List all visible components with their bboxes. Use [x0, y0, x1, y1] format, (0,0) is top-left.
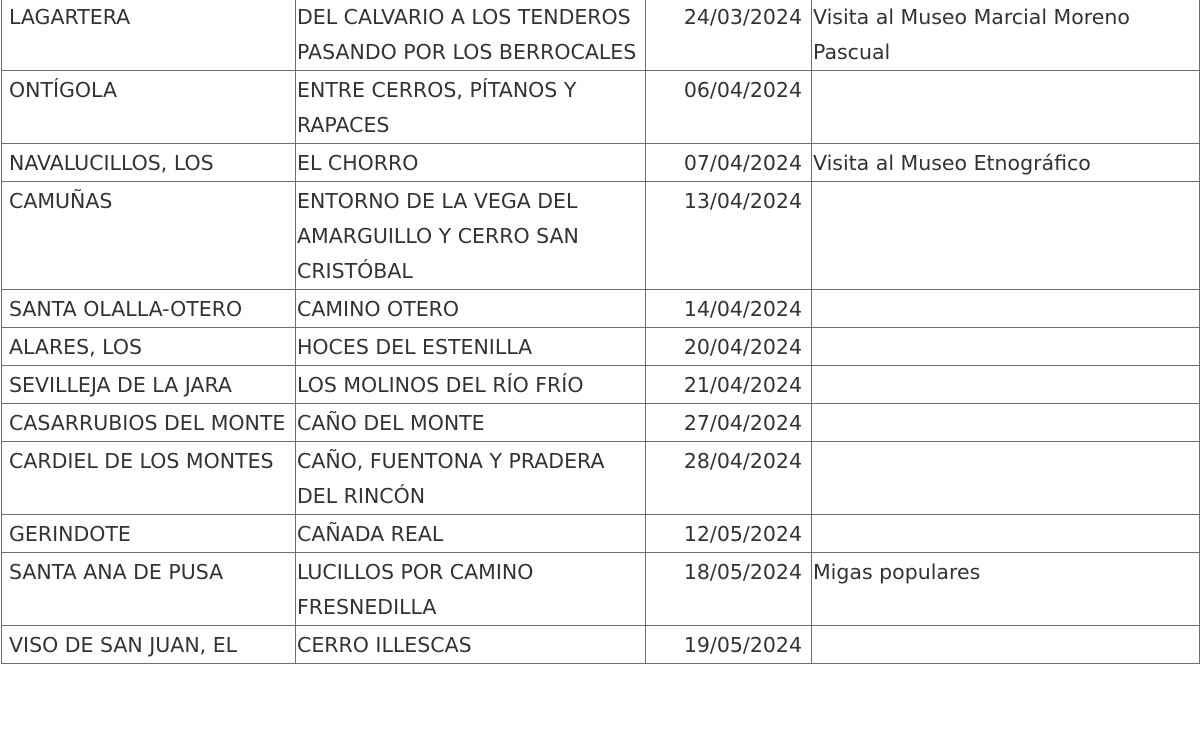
routes-table-body	[2, 0, 1200, 664]
route-cell: CAMINO OTERO	[296, 290, 646, 328]
notes-cell	[812, 182, 1200, 290]
notes-cell	[812, 442, 1200, 515]
date-cell: 13/04/2024	[646, 182, 812, 290]
date-cell: 20/04/2024	[646, 328, 812, 366]
notes-cell	[812, 71, 1200, 144]
date-cell: 24/03/2024	[646, 0, 812, 71]
town-cell: NAVALUCILLOS, LOS	[2, 144, 296, 182]
notes-cell	[812, 366, 1200, 404]
date-cell: 19/05/2024	[646, 626, 812, 664]
route-cell: HOCES DEL ESTENILLA	[296, 328, 646, 366]
route-cell: ENTORNO DE LA VEGA DEL AMARGUILLO Y CERRO SAN CRISTÓBAL	[296, 182, 646, 290]
table-row	[2, 404, 1200, 442]
date-cell: 27/04/2024	[646, 404, 812, 442]
date-cell: 12/05/2024	[646, 515, 812, 553]
town-cell: ALARES, LOS	[2, 328, 296, 366]
table-row	[2, 626, 1200, 664]
table-row	[2, 144, 1200, 182]
town-cell: CAMUÑAS	[2, 182, 296, 290]
route-cell: EL CHORRO	[296, 144, 646, 182]
route-cell: CERRO ILLESCAS	[296, 626, 646, 664]
notes-cell: Visita al Museo Marcial Moreno Pascual	[812, 0, 1200, 71]
route-cell: ENTRE CERROS, PÍTANOS Y RAPACES	[296, 71, 646, 144]
date-cell: 07/04/2024	[646, 144, 812, 182]
notes-cell	[812, 404, 1200, 442]
notes-cell: Visita al Museo Etnográfico	[812, 144, 1200, 182]
table-row	[2, 328, 1200, 366]
route-cell: CAÑO DEL MONTE	[296, 404, 646, 442]
table-row	[2, 553, 1200, 626]
town-cell: SANTA OLALLA-OTERO	[2, 290, 296, 328]
notes-cell	[812, 515, 1200, 553]
table-row	[2, 182, 1200, 290]
table-row	[2, 0, 1200, 71]
date-cell: 21/04/2024	[646, 366, 812, 404]
route-cell: DEL CALVARIO A LOS TENDEROS PASANDO POR LOS BERROCALES	[296, 0, 646, 71]
route-cell: LOS MOLINOS DEL RÍO FRÍO	[296, 366, 646, 404]
town-cell: LAGARTERA	[2, 0, 296, 71]
table-row	[2, 366, 1200, 404]
date-cell: 18/05/2024	[646, 553, 812, 626]
table-row	[2, 71, 1200, 144]
route-cell: CAÑADA REAL	[296, 515, 646, 553]
table-row	[2, 442, 1200, 515]
route-cell: LUCILLOS POR CAMINO FRESNEDILLA	[296, 553, 646, 626]
notes-cell	[812, 626, 1200, 664]
routes-table	[1, 0, 1200, 664]
notes-cell	[812, 290, 1200, 328]
town-cell: SEVILLEJA DE LA JARA	[2, 366, 296, 404]
notes-cell: Migas populares	[812, 553, 1200, 626]
route-cell: CAÑO, FUENTONA Y PRADERA DEL RINCÓN	[296, 442, 646, 515]
town-cell: ONTÍGOLA	[2, 71, 296, 144]
notes-cell	[812, 328, 1200, 366]
town-cell: GERINDOTE	[2, 515, 296, 553]
date-cell: 14/04/2024	[646, 290, 812, 328]
table-row	[2, 290, 1200, 328]
table-row	[2, 515, 1200, 553]
town-cell: SANTA ANA DE PUSA	[2, 553, 296, 626]
date-cell: 06/04/2024	[646, 71, 812, 144]
date-cell: 28/04/2024	[646, 442, 812, 515]
town-cell: CASARRUBIOS DEL MONTE	[2, 404, 296, 442]
town-cell: VISO DE SAN JUAN, EL	[2, 626, 296, 664]
town-cell: CARDIEL DE LOS MONTES	[2, 442, 296, 515]
